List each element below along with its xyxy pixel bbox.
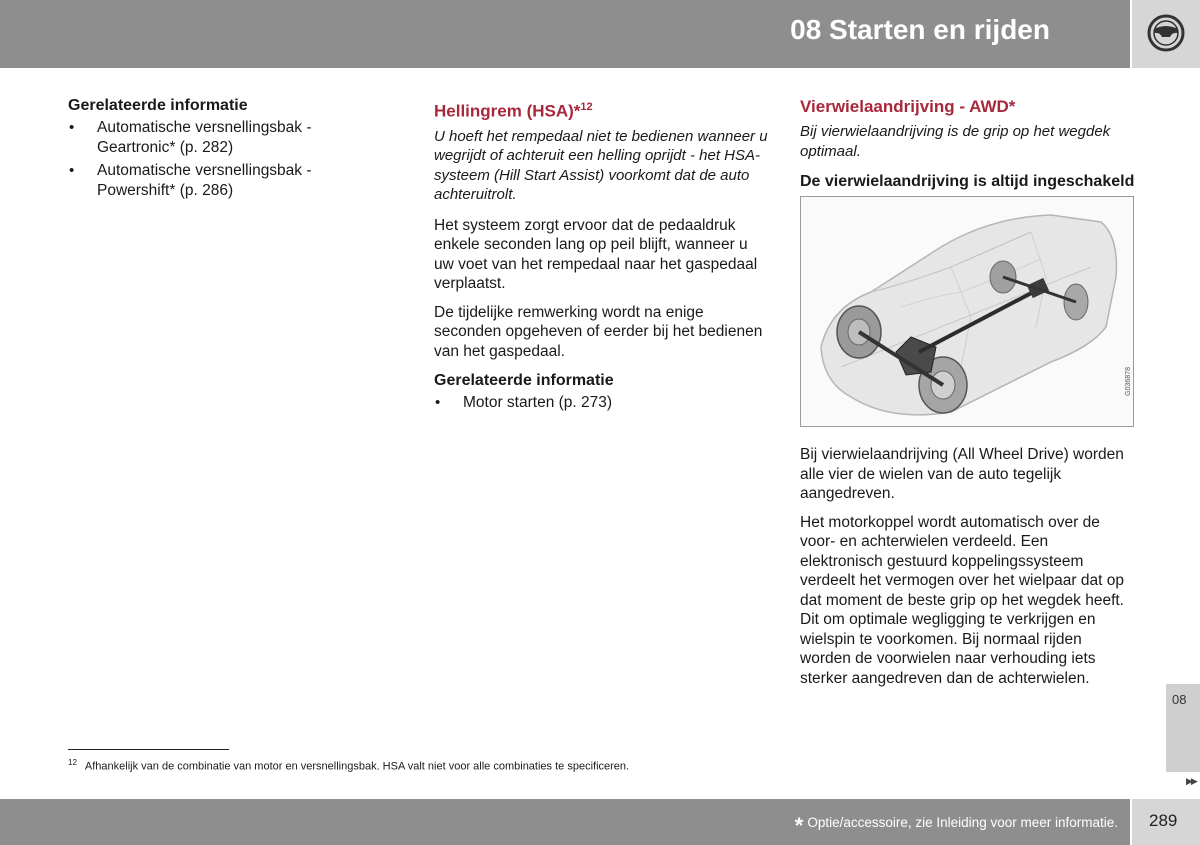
list-item[interactable]: • Automatische versnellingsbak - Geartronic* (p. 282)	[68, 118, 368, 157]
page-footer	[0, 799, 1130, 845]
page-number-box	[1132, 799, 1200, 845]
related-info-list	[68, 118, 368, 200]
chapter-title: 08 Starten en rijden	[790, 14, 1050, 45]
footnote-number: 12	[68, 758, 77, 767]
awd-car-illustration	[800, 196, 1134, 427]
footnote-divider	[68, 749, 229, 750]
hsa-related-heading: Gerelateerde informatie	[434, 372, 614, 390]
chapter-side-tab[interactable]	[1166, 684, 1200, 772]
awd-subheading: De vierwielaandrijving is altijd ingeschakeld	[800, 173, 1135, 190]
next-page-arrow-icon[interactable]: ▶▶	[1186, 776, 1196, 786]
footnote-ref: 12	[580, 101, 593, 113]
side-tab-label: 08	[1172, 692, 1187, 707]
hsa-intro: U hoeft het rempedaal niet te bedienen wanneer u wegrijdt of achteruit een helling oprijdt - het HSA-systeem (Hill Start Assist) voorkomt dat de auto achteruitrolt.	[434, 127, 768, 204]
chapter-icon-box	[1132, 0, 1200, 68]
hsa-related-list	[434, 393, 769, 413]
hsa-paragraph: De tijdelijke remwerking wordt na enige seconden opgeheven of eerder bij het bedienen van het gaspedaal.	[434, 303, 763, 360]
car-drivetrain-image	[801, 197, 1133, 426]
hsa-paragraph: Het systeem zorgt ervoor dat de pedaaldruk enkele seconden lang op peil blijft, wanneer u uw voet van het rempedaal naar het gaspedaal verplaatst.	[434, 216, 758, 293]
related-info-column	[68, 96, 368, 204]
footer-note: * Optie/accessoire, zie Inleiding voor meer informatie.	[794, 813, 1118, 838]
steering-wheel-icon	[1146, 12, 1186, 54]
hsa-heading: Hellingrem (HSA)*$^{12}$	[434, 101, 593, 121]
awd-section	[800, 96, 1135, 697]
footer-star: *	[794, 813, 804, 838]
figure-code: G036878	[1125, 367, 1132, 396]
awd-intro: Bij vierwielaandrijving is de grip op het wegdek optimaal.	[800, 123, 1111, 160]
awd-paragraph: Bij vierwielaandrijving (All Wheel Drive) worden alle vier de wielen van de auto tegelijk aangedreven.	[800, 446, 1124, 502]
awd-heading: Vierwielaandrijving - AWD*	[800, 97, 1016, 116]
awd-paragraph: Het motorkoppel wordt automatisch over de voor- en achterwielen verdeeld. Een elektronisch gestuurd koppelingssysteem verdeelt het vermogen over het wielpaar dat op dat moment de beste grip op het wegdek heeft. Dit om optimale wegligging te verkrijgen en wielspin te voorkomen. Bij normaal rijden worden de voorwielen naar verhouding iets sterker aangedreven dan de achterwielen.	[800, 513, 1124, 687]
page-number: 289	[1149, 811, 1178, 830]
hsa-section	[434, 96, 769, 417]
footnote	[68, 756, 629, 774]
chapter-header	[0, 0, 1130, 68]
related-info-heading: Gerelateerde informatie	[68, 97, 248, 114]
list-item[interactable]: • Motor starten (p. 273)	[434, 393, 769, 413]
footnote-text: Afhankelijk van de combinatie van motor en versnellingsbak. HSA valt niet voor alle combinaties te specificeren.	[84, 760, 630, 773]
list-item[interactable]: • Automatische versnellingsbak - Powershift* (p. 286)	[68, 161, 368, 200]
